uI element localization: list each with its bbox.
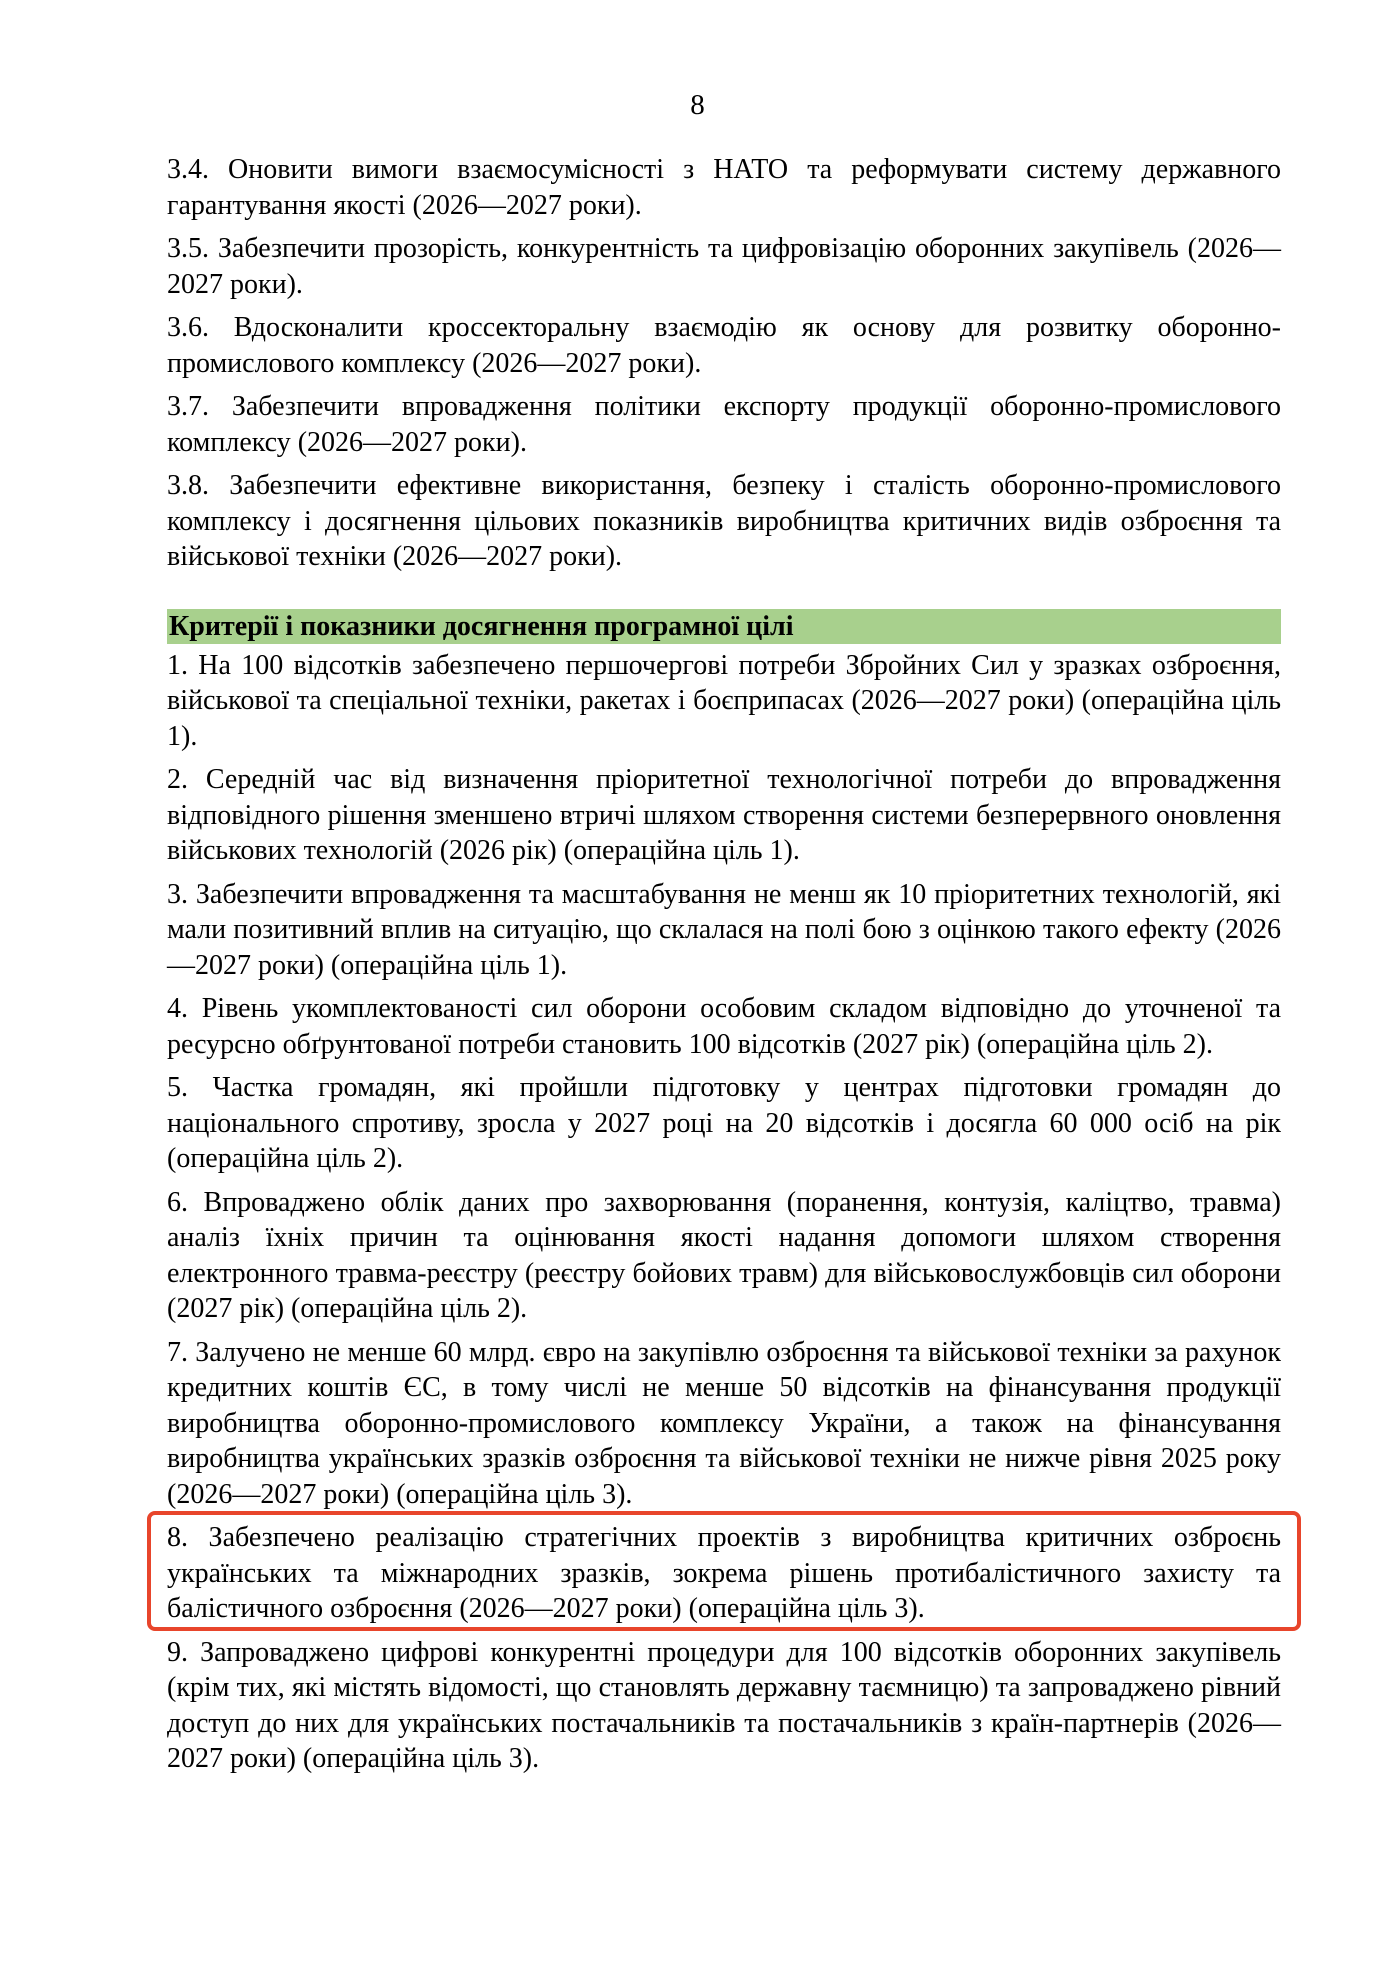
criterion-1: 1. На 100 відсотків забезпечено першочергові потреби Збройних Сил у зразках озброєння, військової та спеціальної техніки, ракетах і боєприпасах (2026—2027 роки) (операційна ціль 1). (167, 649, 1281, 752)
criterion-8-highlighted: 8. Забезпечено реалізацію стратегічних проектів з виробництва критичних озброєнь українських та міжнародних зразків, зокрема рішень протибалістичного захисту та балістичного озброєння (2026—2027 роки) (операційна ціль 3). (167, 1520, 1281, 1627)
task-3-6: 3.6. Вдосконалити кроссекторальну взаємодію як основу для розвитку оборонно-промислового комплексу (2026—2027 роки). (167, 312, 1281, 379)
criterion-5: 5. Частка громадян, які пройшли підготовку у центрах підготовки громадян до національного спротиву, зросла у 2027 році на 20 відсотків і досягла 60 000 осіб на рік (операційна ціль 2). (167, 1072, 1281, 1174)
task-3-8: 3.8. Забезпечити ефективне використання, безпеку і сталість оборонно-промислового комплексу і досягнення цільових показників виробництва критичних видів озброєння та військової техніки (2026—2027 роки). (167, 470, 1281, 572)
page-number: 8 (690, 89, 705, 121)
criterion-4: 4. Рівень укомплектованості сил оборони особовим складом відповідно до уточненої та ресурсно обґрунтованої потреби становить 100 відсотків (2027 рік) (операційна ціль 2). (167, 993, 1281, 1060)
criterion-7: 7. Залучено не менше 60 млрд. євро на закупівлю озброєння та військової техніки за рахунок кредитних коштів ЄС, в тому числі не менше 50 відсотків на фінансування продукції виробництва оборонно-промислового комплексу України, а також на фінансування виробництва українських зразків озброєння та військової техніки не нижче рівня 2025 року (2026—2027 роки) (операційна ціль 3). (167, 1336, 1281, 1510)
task-3-5: 3.5. Забезпечити прозорість, конкурентність та цифровізацію оборонних закупівель (2026—2027 роки). (167, 233, 1281, 300)
criterion-2: 2. Середній час від визначення пріоритетної технологічної потреби до впровадження відповідного рішення зменшено втричі шляхом створення системи безперервного оновлення військових технологій (2026 рік) (операційна ціль 1). (167, 764, 1281, 866)
page-content (167, 152, 1281, 1785)
criteria-list (167, 648, 1281, 1777)
criteria-section-heading: Критерії і показники досягнення програмної цілі (167, 609, 1281, 644)
criterion-9: 9. Запроваджено цифрові конкурентні процедури для 100 відсотків оборонних закупівель (крім тих, які містять відомості, що становлять державну таємницю) та запроваджено рівний доступ до них для українських постачальників та постачальників з країн-партнерів (2026—2027 роки) (операційна ціль 3). (167, 1636, 1281, 1774)
criterion-6: 6. Впроваджено облік даних про захворювання (поранення, контузія, каліцтво, травма) аналіз їхніх причин та оцінювання якості надання допомоги шляхом створення електронного травма-реєстру (реєстру бойових травм) для військовослужбовців сил оборони (2027 рік) (операційна ціль 2). (167, 1186, 1281, 1324)
criterion-3: 3. Забезпечити впровадження та масштабування не менш як 10 пріоритетних технологій, які мали позитивний вплив на ситуацію, що склалася на полі бою з оцінкою такого ефекту (2026—2027 роки) (операційна ціль 1). (167, 878, 1281, 981)
task-3-7: 3.7. Забезпечити впровадження політики експорту продукції оборонно-промислового комплексу (2026—2027 роки). (167, 391, 1281, 458)
task-3-4: 3.4. Оновити вимоги взаємосумісності з НАТО та реформувати систему державного гарантування якості (2026—2027 роки). (167, 154, 1281, 221)
